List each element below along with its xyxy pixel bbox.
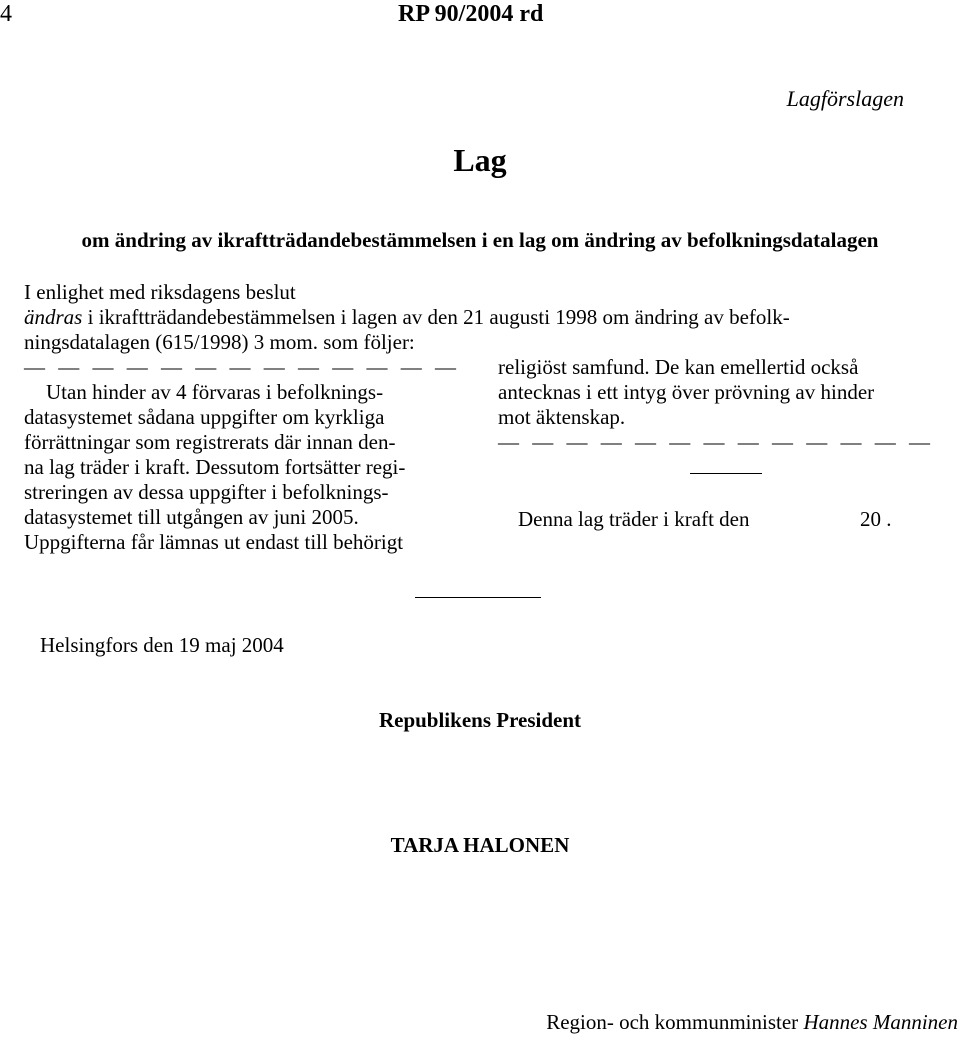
entry-year: 20 . <box>860 507 892 531</box>
end-rule <box>415 597 541 598</box>
right-column <box>498 355 954 555</box>
left-line-5: streringen av dessa uppgifter i befolknings- <box>24 480 389 504</box>
left-column <box>24 380 472 580</box>
president-title: Republikens President <box>378 708 582 732</box>
right-line-3: mot äktenskap. <box>498 405 626 429</box>
law-subtitle: om ändring av ikraftträdandebestämmelsen i en lag om ändring av befolkningsdatalagen <box>81 228 879 252</box>
left-line-1: Utan hinder av 4 förvaras i befolknings- <box>46 380 384 404</box>
left-line-2: datasystemet sådana uppgifter om kyrkliga <box>24 405 385 429</box>
entry-text: Denna lag träder i kraft den <box>518 507 750 531</box>
minister-signature <box>546 1010 958 1035</box>
short-rule <box>690 473 762 474</box>
omission-dashes-right: — — — — — — — — — — — — — <box>498 430 934 454</box>
left-line-7: Uppgifterna får lämnas ut endast till behörigt <box>24 530 404 554</box>
right-line-1: religiöst samfund. De kan emellertid också <box>498 355 859 379</box>
left-line-3: förrättningar som registrerats där innan den- <box>24 430 396 454</box>
omission-dashes-left: — — — — — — — — — — — — — <box>24 355 460 379</box>
section-label: Lagförslagen <box>786 86 904 111</box>
intro-line-2-text: i ikraftträdandebestämmelsen i lagen av den 21 augusti 1998 om ändring av befolk- <box>82 305 790 329</box>
page-number: 4 <box>0 1 12 27</box>
law-title: Lag <box>453 142 507 178</box>
left-line-6: datasystemet till utgången av juni 2005. <box>24 505 359 529</box>
intro-line-1: I enlighet med riksdagens beslut <box>24 280 296 304</box>
intro-emphasis: ändras <box>24 305 83 329</box>
minister-name: Hannes Manninen <box>803 1010 958 1034</box>
intro-line-2 <box>24 305 790 330</box>
intro-line-3: ningsdatalagen (615/1998) 3 mom. som följer: <box>24 330 415 354</box>
running-head: RP 90/2004 rd <box>398 1 544 27</box>
place-date: Helsingfors den 19 maj 2004 <box>40 633 284 657</box>
left-line-4: na lag träder i kraft. Dessutom fortsätter regi- <box>24 455 406 479</box>
entry-into-force <box>518 507 749 532</box>
right-line-2: antecknas i ett intyg över prövning av hinder <box>498 380 875 404</box>
minister-title: Region- och kommunminister <box>546 1010 799 1034</box>
president-name: TARJA HALONEN <box>390 833 570 857</box>
